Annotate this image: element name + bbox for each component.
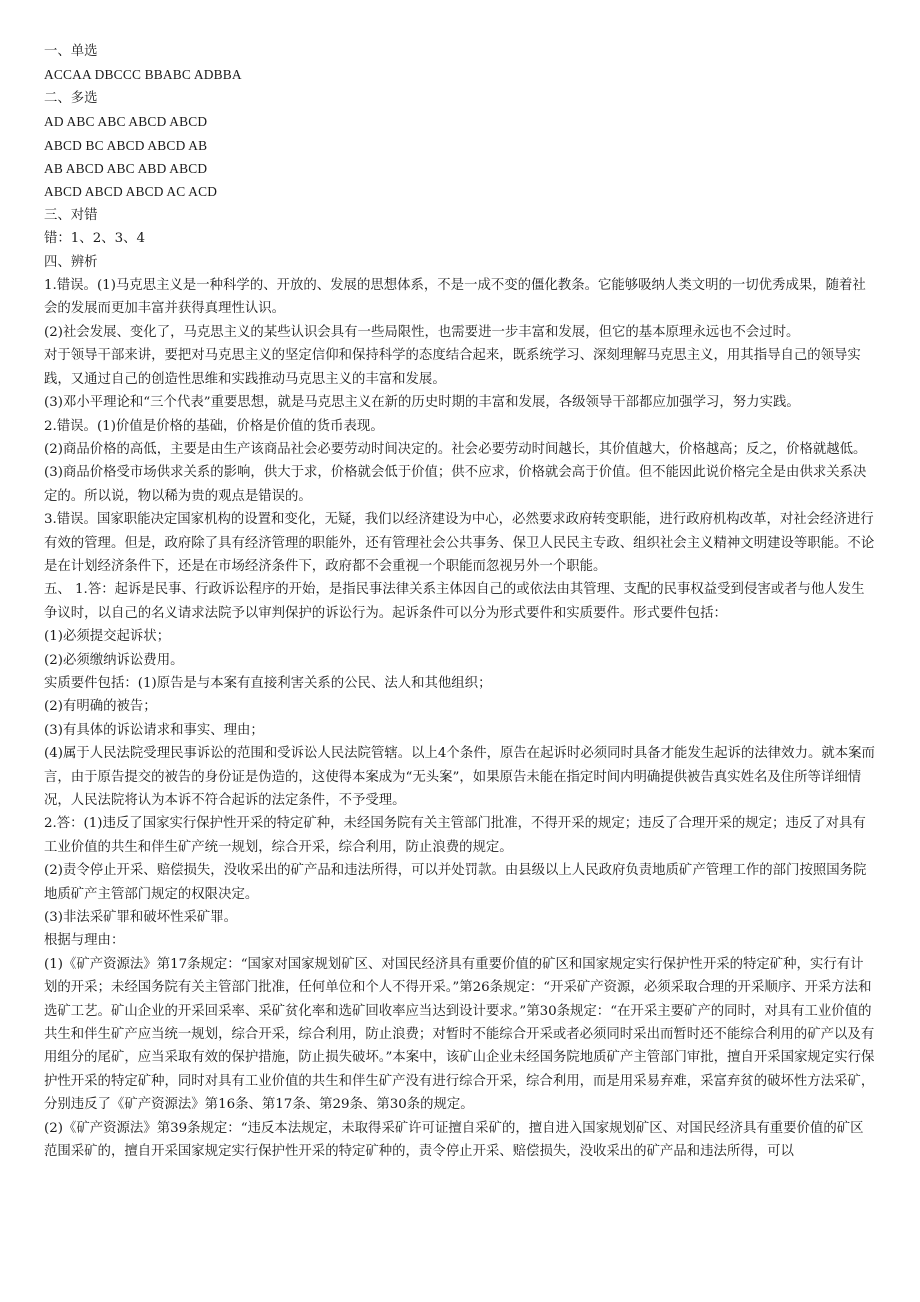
section-heading-single-choice: 一、单选: [44, 44, 98, 59]
section-heading-true-false: 三、对错: [44, 207, 98, 223]
paragraph: (3)非法采矿罪和破坏性采矿罪。: [44, 910, 238, 926]
paragraph: (2)责令停止开采、赔偿损失，没收采出的矿产品和违法所得，可以并处罚款。由县级以上人民政府负责地质矿产管理工作的部门按照国务院地质矿产主管部门规定的权限决定。: [44, 863, 867, 902]
paragraph: 根据与理由：: [44, 933, 125, 949]
answer-line: AB ABCD ABC ABD ABCD: [44, 161, 208, 177]
paragraph: (2)必须缴纳诉讼费用。: [44, 652, 184, 668]
answer-line: 错：1、2、3、4: [44, 231, 146, 247]
paragraph: 实质要件包括：(1)原告是与本案有直接利害关系的公民、法人和其他组织；: [44, 675, 492, 691]
section-heading-multiple-choice: 二、多选: [44, 90, 98, 106]
paragraph: (1)必须提交起诉状；: [44, 629, 171, 645]
answer-line: ABCD ABCD ABCD AC ACD: [44, 184, 218, 200]
paragraph: (3)邓小平理论和“三个代表”重要思想，就是马克思主义在新的历史时期的丰富和发展，各级领导干部都应加强学习，努力实践。: [44, 395, 800, 411]
paragraph: 2.答：(1)违反了国家实行保护性开采的特定矿种，未经国务院有关主管部门批准，不得开采的规定；违反了合理开采的规定；违反了对具有工业价值的共生和伴生矿产统一规划，综合开采，综合利用，防止浪费的规定。: [44, 816, 866, 855]
paragraph: 3.错误。国家职能决定国家机构的设置和变化，无疑，我们以经济建设为中心，必然要求政府转变职能，进行政府机构改革，对社会经济进行有效的管理。但是，政府除了具有经济管理的职能外，还有管理社会公共事务、保卫人民民主专政、组织社会主义精神文明建设等职能。不论是在计划经济条件下，还是在市场经济条件下，政府都不会重视一个职能而忽视另外一个职能。: [44, 512, 875, 574]
paragraph: 1.错误。(1)马克思主义是一种科学的、开放的、发展的思想体系，不是一成不变的僵化教条。它能够吸纳人类文明的一切优秀成果，随着社会的发展而更加丰富并获得真理性认识。: [44, 278, 866, 317]
section-heading-analysis: 四、辨析: [44, 254, 98, 270]
paragraph: 2.错误。(1)价值是价格的基础，价格是价值的货币表现。: [44, 418, 384, 434]
paragraph: (3)商品价格受市场供求关系的影响，供大于求，价格就会低于价值；供不应求，价格就会高于价值。但不能因此说价格完全是由供求关系决定的。所以说，物以稀为贵的观点是错误的。: [44, 465, 867, 504]
answer-line: ABCD BC ABCD ABCD AB: [44, 137, 208, 153]
answer-line: AD ABC ABC ABCD ABCD: [44, 114, 208, 130]
paragraph: 对于领导干部来讲，要把对马克思主义的坚定信仰和保持科学的态度结合起来，既系统学习、深刻理解马克思主义，用其指导自己的领导实践，又通过自己的创造性思维和实践推动马克思主义的丰富和发展。: [44, 348, 861, 387]
paragraph: (4)属于人民法院受理民事诉讼的范围和受诉讼人民法院管辖。以上4个条件，原告在起诉时必须同时具备才能发生起诉的法律效力。就本案而言，由于原告提交的被告的身份证是伪造的，这使得本案成为“无头案”，如果原告未能在指定时间内明确提供被告真实姓名及住所等详细情况，人民法院将认为本诉不符合起诉的法定条件，不予受理。: [44, 746, 875, 808]
paragraph: (2)社会发展、变化了，马克思主义的某些认识会具有一些局限性，也需要进一步丰富和发展，但它的基本原理永远也不会过时。: [44, 324, 800, 340]
paragraph: (1)《矿产资源法》第17条规定：“国家对国家规划矿区、对国民经济具有重要价值的矿区和国家规定实行保护性开采的特定矿种，实行有计划的开采；未经国务院有关主管部门批准，任何单位和个人不得开采。”第26条规定：“开采矿产资源，必须采取合理的开采顺序、开采方法和选矿工艺。矿山企业的开采回采率、采矿贫化率和选矿回收率应当达到设计要求。”第30条规定：“在开采主要矿产的同时，对具有工业价值的共生和伴生矿产应当统一规划，综合开采，综合利用，防止浪费；对暂时不能综合开采或者必须同时采出而暂时还不能综合利用的矿产以及有用组分的尾矿，应当采取有效的保护措施，防止损失破坏。”本案中，该矿山企业未经国务院地质矿产主管部门审批，擅自开采国家规定实行保护性开采的特定矿种，同时对具有工业价值的共生和伴生矿产没有进行综合开采，综合利用，而是用采易弃难，采富弃贫的破坏性方法采矿，分别违反了《矿产资源法》第16条、第17条、第29条、第30条的规定。: [44, 956, 875, 1113]
paragraph: (2)《矿产资源法》第39条规定：“违反本法规定，未取得采矿许可证擅自采矿的，擅自进入国家规划矿区、对国民经济具有重要价值的矿区范围采矿的，擅自开采国家规定实行保护性开采的特定矿种的，责令停止开采、赔偿损失，没收采出的矿产品和违法所得，可以: [44, 1120, 864, 1160]
paragraph: 五、 1.答：起诉是民事、行政诉讼程序的开始，是指民事法律关系主体因自己的或依法由其管理、支配的民事权益受到侵害或者与他人发生争议时，以自己的名义请求法院予以审判保护的诉讼行为。起诉条件可以分为形式要件和实质要件。形式要件包括：: [44, 582, 865, 621]
paragraph: (2)有明确的被告；: [44, 699, 157, 715]
answer-line: ACCAA DBCCC BBABC ADBBA: [44, 67, 242, 83]
paragraph: (2)商品价格的高低，主要是由生产该商品社会必要劳动时间决定的。社会必要劳动时间越长，其价值越大，价格越高；反之，价格就越低。: [44, 441, 867, 457]
paragraph: (3)有具体的诉讼请求和事实、理由；: [44, 722, 264, 738]
